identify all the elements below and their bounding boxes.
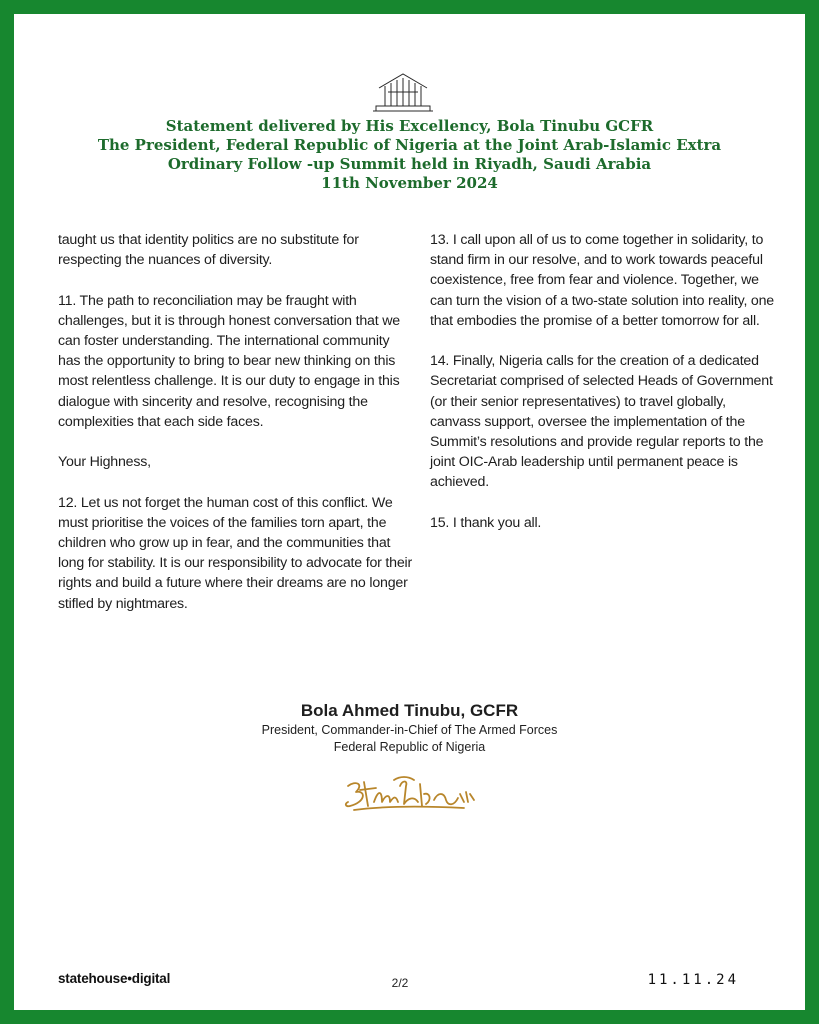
signer-block <box>14 700 805 756</box>
state-house-logo-icon <box>371 66 435 114</box>
right-column <box>430 230 780 553</box>
title-date: 11th November 2024 <box>321 174 498 192</box>
statement-page <box>14 14 805 1010</box>
brand-name: statehouse•digital <box>58 971 171 986</box>
title-line: Statement delivered by His Excellency, Bola Tinubu GCFR <box>165 117 654 135</box>
salutation: Your Highness, <box>58 454 151 471</box>
title-line: Ordinary Follow -up Summit held in Riyadh, Saudi Arabia <box>167 155 652 173</box>
paragraph: 15. I thank you all. <box>430 514 542 531</box>
paragraph: 13. I call upon all of us to come together in solidarity, to stand firm in our resolve, and to work towards peaceful coexistence, free from fear and violence. Together, we can turn the vision of a two-state solution into reality, one that embodies the promise of a better tomorrow for all. <box>430 232 774 329</box>
footer-date: 11.11.24 <box>647 972 739 988</box>
page-number: 2/2 <box>391 976 409 990</box>
paragraph: 12. Let us not forget the human cost of this conflict. We must prioritise the voices of the families torn apart, the children who grow up in fear, and the communities that long for stability. It is our responsibility to advocate for their rights and build a future where their dreams are no longer stifled by nightmares. <box>58 494 413 612</box>
title-line: The President, Federal Republic of Nigeria at the Joint Arab-Islamic Extra <box>97 136 722 154</box>
left-column <box>58 230 413 634</box>
signature-icon <box>334 772 484 816</box>
signer-role: President, Commander-in-Chief of The Armed Forces <box>261 723 558 737</box>
signer-name: Bola Ahmed Tinubu, GCFR <box>300 701 519 720</box>
statement-title <box>54 117 765 193</box>
paragraph: 11. The path to reconciliation may be fraught with challenges, but it is through honest conversation that we can foster understanding. The international community has the opportunity to bring to bear new thinking on this most relentless challenge. It is our duty to engage in this dialogue with sincerity and resolve, recognising the complexities that each side faces. <box>58 292 400 430</box>
signer-country: Federal Republic of Nigeria <box>333 740 486 754</box>
paragraph: 14. Finally, Nigeria calls for the creation of a dedicated Secretariat comprised of selected Heads of Government (or their senior representatives) to travel globally, canvass support, oversee the implementation of the Summit’s resolutions and provide regular reports to the joint OIC-Arab leadership until permanent peace is achieved. <box>430 353 773 491</box>
paragraph: taught us that identity politics are no substitute for respecting the nuances of diversity. <box>58 232 359 269</box>
